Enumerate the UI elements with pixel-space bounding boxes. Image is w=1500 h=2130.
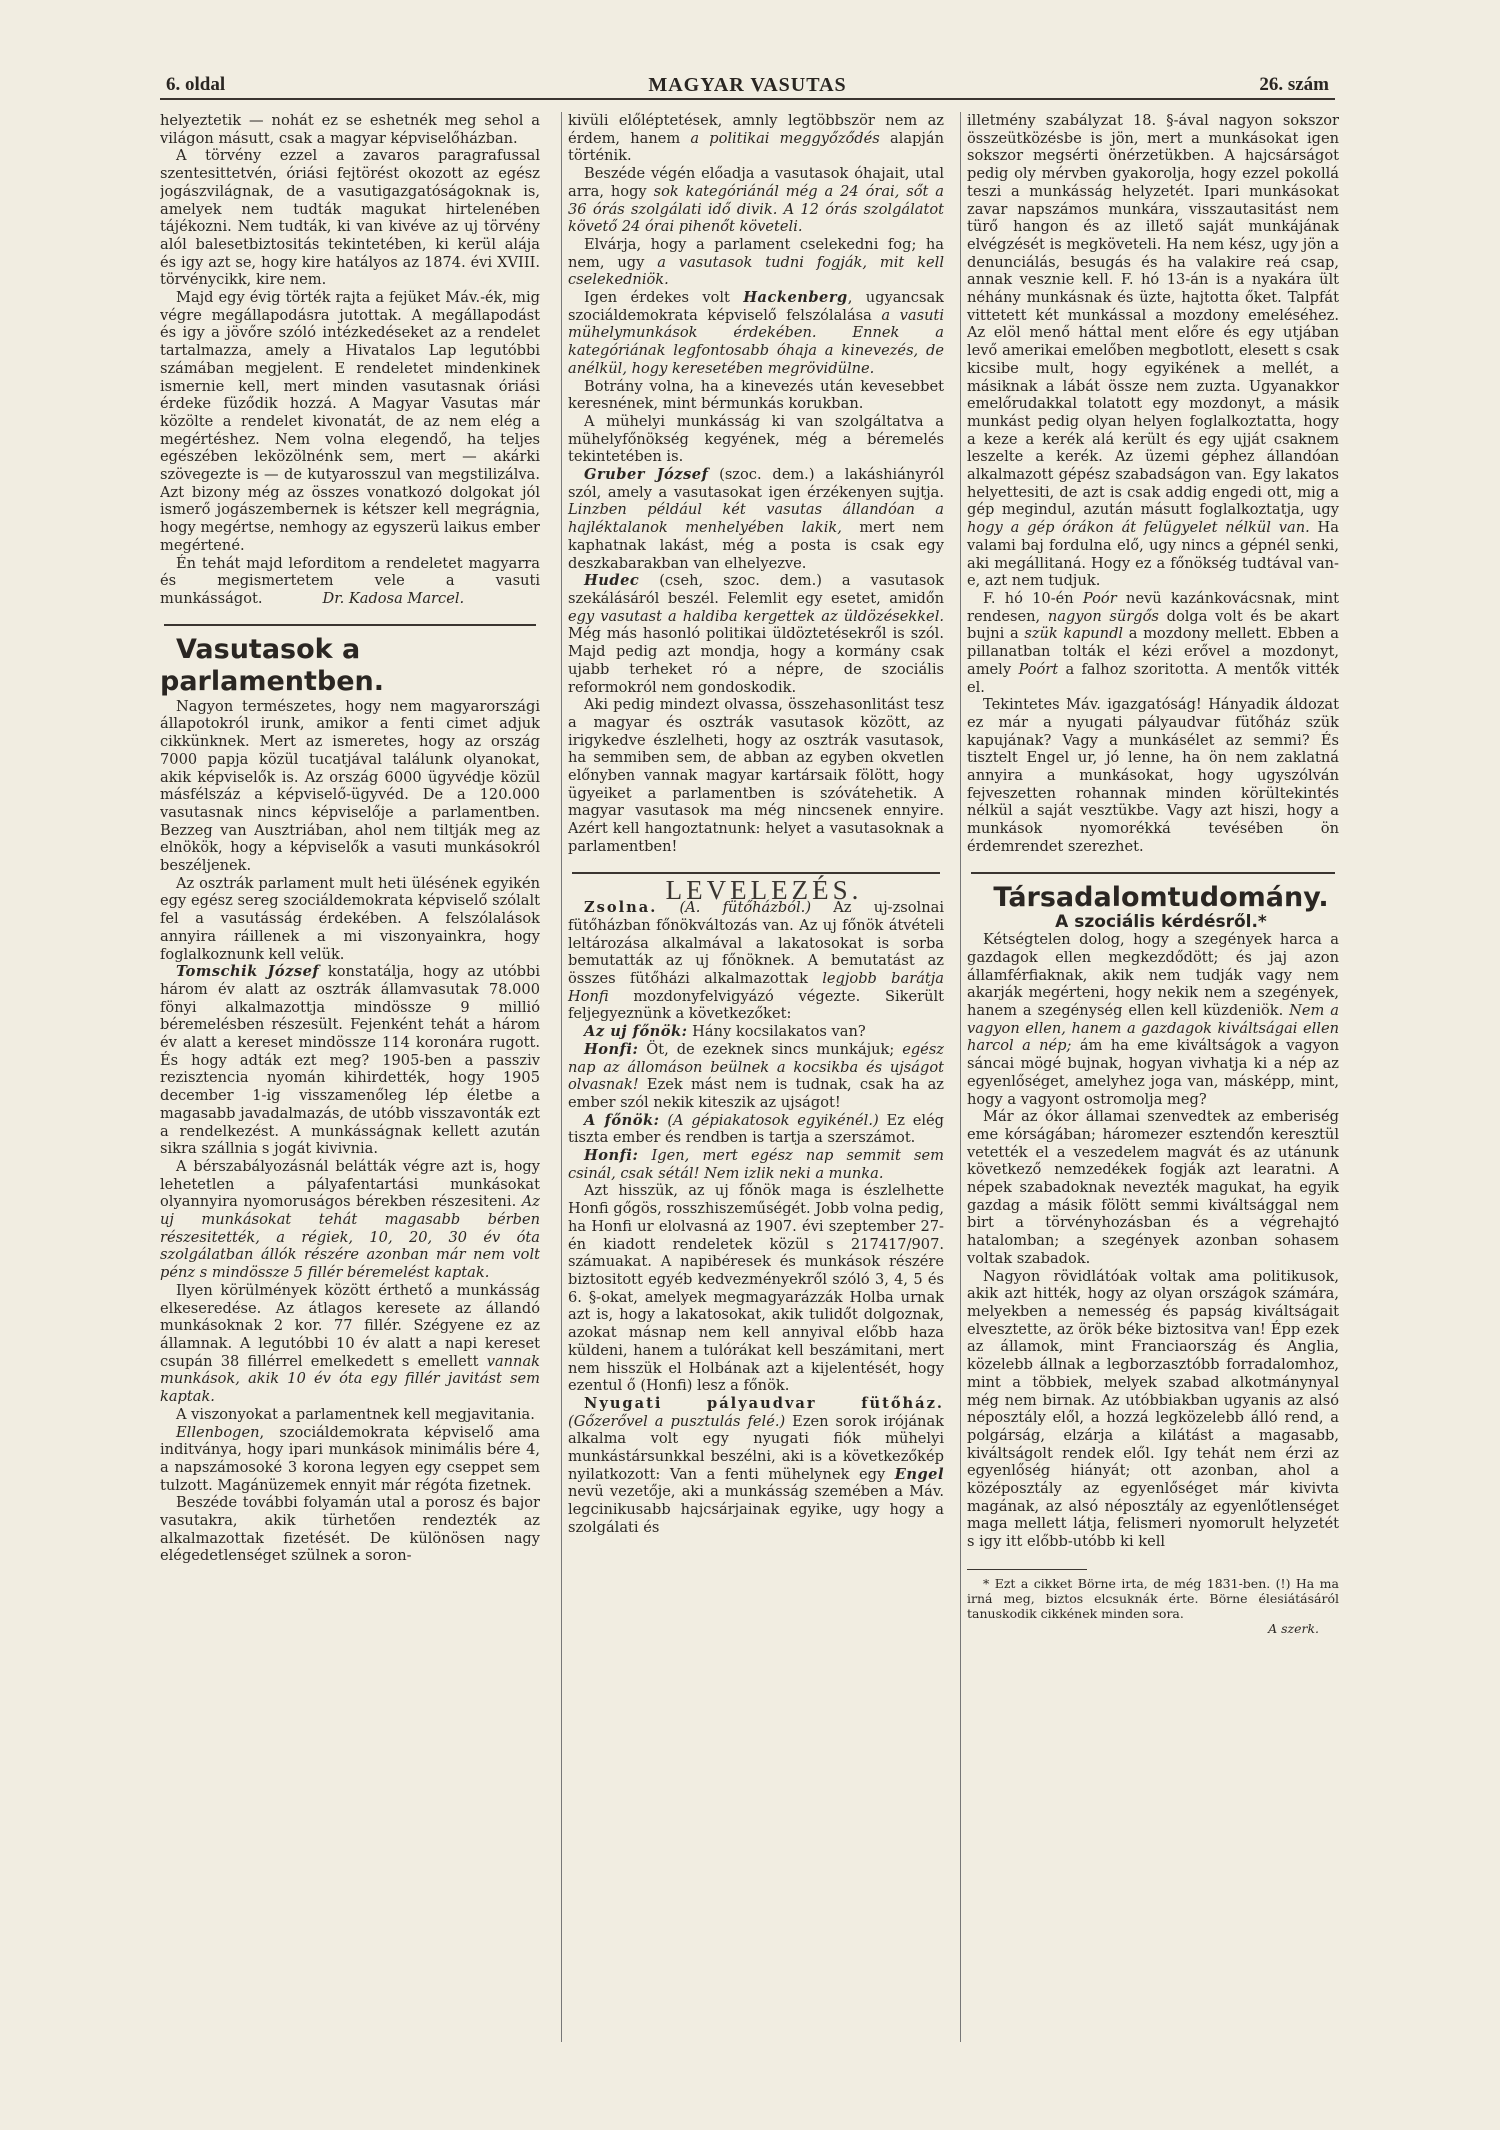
person-name: Hudec [584, 572, 640, 590]
page-header [160, 74, 1335, 100]
paragraph-text: Kétségtelen dolog, hogy a szegények harca a gazdagok ellen megkezdődött; és jaj azon államférfiaknak, akik nem tudják vagy nem akarják megérteni, hogy nekik nem a szegények, hanem a szegénység ellen kell küzdeniök. [967, 931, 1339, 1020]
paragraph-text: Az uj-zsolnai fütőházban főnökváltozás van. Az uj főnök átvételi leltározása alkalmával a lakatosokat is sorba bemutatták az uj főnöknek. A bemutatást az összes fütőházi alkalmazottak [568, 899, 944, 988]
paragraph-text: nevü kazánkovácsnak, mint rendesen, [967, 589, 1339, 625]
paragraph [967, 590, 1339, 696]
paragraph-text: , szociáldemokrata képviselő ama inditványa, hogy ipari munkások minimális bére 4, a napszámosoké 3 korona legyen egy cseppet sem tulzott. Magánüzemek ennyit már régóta fizetnek. [160, 1423, 540, 1494]
paragraph: Aki pedig mindezt olvassa, összehasonlitást tesz a magyar és osztrák vasutasok között, az irigykedve észlelheti, hogy az osztrák vasutasok, ha semmiben sem, de abban az egyben okvetlen előnyben vannak magyar kartársaik fölött, hogy ügyeiket a parlamentben is szóvátehetik. A magyar vasutasok ma még nincsenek ennyire. Azért kell hangoztatnunk: helyet a vasutasoknak a parlamentben! [568, 696, 944, 855]
paragraph [568, 899, 944, 1023]
paragraph [568, 572, 944, 696]
paragraph-text: alapján történik. [568, 129, 944, 165]
section-heading-correspondence: LEVELEZÉS. [665, 874, 863, 905]
paragraph [568, 165, 944, 236]
paragraph-text: nevü vezetője, aki a munkásság szemében a Máv. legcinikusabb hajcsárjainak egyike, ugy hogy a szolgálati és [568, 1483, 944, 1536]
paragraph-text: Ezen sorok irójának alkalma volt egy nyugati fiók mühelyi munkástársunkkal beszélni, aki is a következőkép nyilatkozott: Van a fenti mühelynek egy [568, 1412, 944, 1483]
paragraph: A mühelyi munkásság ki van szolgáltatva a mühelyfőnökség kegyének, még a béremelés tekintetében is. [568, 412, 944, 466]
paragraph-text: , ugyancsak szociáldemokrata képviselő felszólalása [568, 289, 944, 324]
paragraph: Botrány volna, ha a kinevezés után kevesebbet keresnének, mint bérmunkás korukban. [568, 377, 944, 413]
person-name: Poór [1082, 589, 1117, 607]
person-name: Poórt [1018, 660, 1059, 678]
paragraph-text: dolga volt és be akart bujni a [967, 607, 1339, 643]
emphasis-text: szük kapundl [1024, 625, 1124, 643]
speaker-label: A főnök: [584, 1111, 660, 1129]
page-number: 6. oldal [166, 74, 226, 95]
paragraph: Nagyon rövidlátóak voltak ama politikusok, akik azt hitték, hogy az olyan országok számára, melyekben a nemesség és papság kiváltságait elvesztette, az örök béke biztositva van! Épp ezek az államok, mint Franciaország és Anglia, közelebb állnak a legborzasztóbb forradalomhoz, mint a többiek, melyek szabad alkotmánynyal még nem birnak. Az utóbbiakban ugyanis az alsó néposztály elől, a hozzá legközelebb álló rend, a polgárság, elzárja a kilátást a magasabb, kiváltságolt rendek elől. Igy tehát nem érzi az egyenlőség hiányát; ott azonban, ahol a középosztály az egyenlőséget már kivivta magának, az alsó néposztály az egyenlőtlenséget maga mellett látja, felismeri nyomorult helyzetét s igy itt előbb-utóbb ki kell [967, 1267, 1339, 1551]
paragraph-text: konstatálja, hogy az utóbbi három év alatt az osztrák államvasutak 78.000 fönyi alkalmazottja mindössze 9 millió béremelésben részesült. Fejenként tehát a három év alatt a kereset mindössze 114 koronára rugott. És hogy adták ezt meg? 1905-ben a passziv rezisztencia nyomán kihirdették, hogy 1905 december 1-ig visszamenőleg lép életbe a magasabb javadalmazás, de utóbb visszavonták ezt a rendelkezést. A munkásságnak kellett azután sikra szállnia s jogát kivivnia. [160, 963, 540, 1158]
paragraph [967, 112, 1339, 590]
emphasis-text: nagyon sürgős [1047, 607, 1159, 625]
paragraph-text: Hány kocsilakatos van? [687, 1023, 866, 1041]
paragraph: A viszonyokat a parlamentnek kell megjavitania. [176, 1405, 535, 1423]
emphasis-text: hogy a gép órákon át felügyelet nélkül van. [967, 519, 1310, 537]
paragraph-text: a falhoz szoritotta. A mentők vitték el. [967, 660, 1339, 696]
paragraph-text: a mozdony mellett. Ebben a pillanatban tolták el kézi erővel a mozdonyt, amely [967, 625, 1339, 678]
paragraph: Nagyon természetes, hogy nem magyarországi állapotokról irunk, amikor a fenti cimet adjuk cikkünknek. Mert az ismeretes, hogy az ország 7000 papja közül tucatjával találunk olyanokat, akik képviselők is. Az ország 6000 ügyvédje közül másfélszáz a képviselő-ügyvéd. De a 120.000 vasutasnak nincs képviselője a parlamentben. Bezzeg van Ausztriában, ahol nem tiltják meg az elnökök, hogy a képviselők a vasuti munkásokról beszéljenek. [160, 697, 540, 875]
place-name: Nyugati pályaudvar fütőház. [584, 1394, 944, 1412]
paragraph [568, 1395, 944, 1537]
paragraph: helyeztetik — nohát ez se eshetnék meg sehol a világon másutt, csak a magyar képviselőházban. [160, 112, 540, 147]
emphasis-text: egy vasutast a haldiba kergettek az üldözésekkel. [568, 607, 944, 625]
emphasis-text: a vasuti mühelymunkások érdekében. Ennek a kategóriának legfontosabb óhaja a kinevezés, de anélkül, hogy keresetében megrövidülne. [568, 306, 944, 377]
paragraph: Az osztrák parlament mult heti ülésének egyikén egy egész sereg szociáldemokrata képviselő szólalt fel a vasutásság érdekében. A felszólalások annyira ráillenek a mi viszonyainkra, hogy foglalkoznunk kell velük. [160, 874, 540, 963]
paragraph [160, 1282, 540, 1406]
paragraph-text: mozdonyfelvigyázó végezte. Sikerült feljegyeznünk a következőket: [568, 987, 944, 1023]
paragraph: A törvény ezzel a zavaros paragrafussal szentesittetvén, óriási fejtörést okozott az egész jogászvilágnak, de a vasutigazgatóságoknak is, amelyek nem tudták magukat hirtelenében tájékozni. Nem tudták, ki van kivéve az uj törvény alól balesetbiztositás tekintetében, ki kerül alája és igy azt se, hogy kire hatályos az 1874. évi XVIII. törvénycikk, kire nem. [160, 147, 540, 289]
person-name: Engel [894, 1465, 944, 1483]
section-divider [971, 872, 1335, 874]
article-subheading: A szociális kérdésről.* [1055, 911, 1267, 932]
person-name: Tomschik József [176, 963, 320, 981]
paragraph [568, 236, 944, 289]
paragraph [160, 1424, 540, 1495]
paragraph-text: Én tehát majd leforditom a rendeletet magyarra és megismertetem vele a vasuti munkásságot. [160, 554, 540, 607]
paragraph: Beszéde további folyamán utal a porosz és bajor vasutakra, akik türhetően rendezték az alkalmazottak fizetését. De különösen nagy elégedetlenséget szülnek a soron- [160, 1494, 540, 1565]
newspaper-title: MAGYAR VASUTAS [648, 74, 847, 96]
issue-number: 26. szám [1259, 74, 1329, 95]
paragraph [568, 1041, 944, 1112]
paragraph [568, 289, 944, 378]
paragraph-text: F. hó 10-én [983, 589, 1083, 607]
source-note: (A gépiakatosok egyikénél.) [659, 1111, 879, 1129]
paragraph [568, 112, 944, 165]
paragraph-text: kivüli előléptetések, amnly legtöbbször nem az érdem, hanem [568, 112, 944, 147]
source-note: (Gőzerővel a pusztulás felé.) [568, 1412, 786, 1430]
emphasis-text: egész nap az állomáson beülnek a kocsikba és ujságot olvasnak! [568, 1040, 944, 1094]
article-heading-parliament: Vasutasok a parlamentben. [160, 633, 385, 697]
paragraph-text: (cseh, szoc. dem.) a vasutasok szekálásáról beszél. Felemlit egy esetet, amidőn [568, 572, 944, 607]
column-1 [160, 112, 540, 2042]
column-2 [561, 112, 944, 2042]
source-note: (A. fütőházból.) [657, 899, 812, 917]
paragraph: Tekintetes Máv. igazgatóság! Hányadik áldozat ez már a nyugati pályaudvar fütőház szük kapujának? Vagy a munkásélet az semmi? És tisztelt Engel ur, jó lenne, ha ön nem zaklatná annyira a munkásokat, hogy ugyszólván fejveszetten rohannak minden körültekintés nélkül a saját vesztükbe. Vagy azt hiszi, hogy a munkások nyomorékká tevésében ön érdemrendet szerezhet. [967, 696, 1339, 855]
paragraph-text: Öt, de ezeknek sincs munkájuk; [638, 1040, 903, 1058]
paragraph-text: illetmény szabályzat 18. §-ával nagyon sokszor összeütközésbe is jön, mert a munkásokat igen sokszor megsérti önérzetükben. A hajcsárságot pedig oly mérvben gyakorolja, hogy ezzel pokollá teszi a munkásság helyzetét. Ipari munkásokat zavar napszámos munkára, visszautasitást nem türő hangon és az illető saját munkájának elvégzését is megköveteli. Ha nem kész, ugy jön a denunciálás, besugás és ha valakire reá csap, annak vesznie kell. F. hó 13-án is a nyakára ült néhány munkásnak és üzte, hajtotta őket. Talpfát vittetett két munkással a mozdony emeléséhez. Az elöl menő háttal ment előre és egy utjában levő amerikai emelőben megbotlott, elesett s csak kicsibe mult, hogy egyikének a mellét, a másiknak a lábát össze nem zuzta. Ugyanakkor emelőrudakkal tolatott egy mozdonyt, a másik munkást pedig olyan helyen foglalkoztatta, hogy a keze a kerék alá került és egy ujját csaknem leszelte a kerék. Az üzemi géphez állandóan alkalmazott gépész szabadságon van. Egy lakatos helyettesiti, de azt is csak addig engedi ott, mig a gép megindul, azután másutt foglalkoztatja, ugy [967, 112, 1339, 519]
section-divider [572, 872, 940, 874]
emphasis-text: Linzben például két vasutas állandóan a hajléktalanok menhelyében lakik, [568, 501, 944, 537]
paragraph-text: Igen érdekes volt [584, 289, 744, 307]
paragraph: Azt hisszük, az uj főnök maga is észlelhette Honfi gőgös, rosszhiszeműségét. Jobb volna pedig, ha Honfi ur elolvasná az 1907. évi szeptember 27-én kiadott rendeletek közül s 217417/907. számuakat. A napibéresek és munkások részére biztositott egyéb kedvezményekről szóló 3, 4, 5 és 6. §-okat, amelyek megmagyarázzák Holba urnak azt is, hogy a lakatosokat, akik tulidőt dolgoznak, azokat másnap nem kell annyival előbb haza küldeni, hanem a tulórákat kell beszámitani, mert nem hisszük el Holbának azt a kijelentését, hogy ezentul ő (Honfi) lesz a főnök. [568, 1182, 944, 1395]
person-name: Gruber József [584, 466, 709, 484]
emphasis-text: a vasutasok tudni fogják, mit kell cselekedniök. [568, 253, 944, 289]
emphasis-text: a politikai meggyőződés [690, 129, 880, 147]
person-name: Ellenbogen [176, 1423, 260, 1441]
place-name: Zsolna. [584, 899, 658, 917]
paragraph: Már az ókor államai szenvedtek az emberiség eme kórságában; háromezer esztendőn keresztül vetették el a veszedelem magvát és az utánunk következő nemzedékek fogják azt learatni. A népek szabadoknak nevezték magukat, ha egyik gazdag a másik fölött semmi kiváltsággal nem birt a törvényhozásban és a végrehajtó hatalomban; a szegények azonban sohasem voltak szabadok. [967, 1108, 1339, 1267]
paragraph-text: Ezek mást nem is tudnak, csak ha az ember szól nekik kiteszik az ujságot! [568, 1076, 944, 1111]
paragraph [160, 1158, 540, 1282]
footnote: * Ezt a cikket Börne irta, de még 1831-ben. (!) Ha ma irná meg, biztos elcsuknák érte. Börne élesiátásáról tanuskodik cikkének minden sora. [967, 1575, 1339, 1621]
paragraph [568, 1023, 944, 1041]
section-divider [164, 624, 536, 626]
speaker-label: Az uj főnök: [584, 1023, 688, 1041]
emphasis-text: Nem a vagyon ellen, hanem a gazdagok kiváltságai ellen harcol a nép; [967, 1002, 1339, 1055]
paragraph-text: Elvárja, hogy a parlament cselekedni fog; ha nem, ugy [568, 235, 944, 271]
person-name: Hackenberg [743, 289, 848, 307]
paragraph-text: mert nem kaphatnak lakást, még a posta is csak egy deszkabarakban van elhelyezve. [568, 519, 944, 572]
paragraph-text: A bérszabályozásnál belátták végre azt is, hogy lehetetlen a pályafentartási munkásokat olyannyira nyomoruságos bérekben részesiteni. [160, 1157, 540, 1211]
section-heading-sociology: Társadalomtudomány. [993, 881, 1329, 913]
paragraph-text: Ez elég tiszta ember és rendben is tartja a szerszámot. [568, 1111, 944, 1147]
paragraph-text: Ha valami baj fordulna elő, ugy nincs a gépnél senki, aki megállitaná. Hogy ez a főnökség tudtával van-e, azt nem tudjuk. [967, 519, 1339, 590]
paragraph [568, 466, 944, 572]
paragraph: Majd egy évig törték rajta a fejüket Máv.-ék, mig végre megállapodásra jutottak. A megállapodást és igy a jövőre szóló intézkedéseket az a rendelet tartalmazza, amely a Hivatalos Lap legutóbbi számában megjelent. E rendeletet mindenkinek ismernie kell, mert minden vasutasnak óriási érdeke füződik hozzá. A Magyar Vasutas már közölte a rendelet kivonatát, de az nem elég a megértéshez. Nem volna elegendő, ha teljes egészében leközölnénk sem, mert — akárki szövegezte is — de kutyarosszul van megstilizálva. Azt bizony még az összes vonatkozó dolgokat jól ismerő jogászembernek is kétszer kell megrágnia, hogy megértse, nemhogy az egyszerü laikus ember megértené. [160, 289, 540, 554]
emphasis-text: Igen, mert egész nap semmit sem csinál, csak sétál! Nem izlik neki a munka. [568, 1147, 944, 1182]
column-3 [960, 112, 1339, 2042]
speaker-label: Honfi: [584, 1147, 639, 1165]
emphasis-text: Az uj munkásokat tehát magasabb bérben részesitették, a régiek, 10, 20, 30 év óta szolgálatban állók részére azonban már nem volt pénz s mindössze 5 fillér béremelést kaptak. [160, 1193, 540, 1282]
paragraph [568, 1112, 944, 1147]
paragraph-text: Beszéde végén előadja a vasutasok óhajait, utal arra, hogy [568, 165, 944, 200]
footnote-rule [967, 1569, 1087, 1570]
paragraph-text: Még más hasonló politikai üldöztetésekről is szól. Majd pedig azt mondja, hogy a kormány csak ujabb terheket ró a népre, de szociális reformokról nem gondoskodik. [568, 625, 944, 696]
paragraph [568, 1147, 944, 1182]
paragraph [967, 931, 1339, 1108]
footnote-signature: A szerk. [1268, 1620, 1319, 1636]
paragraph [160, 555, 540, 608]
emphasis-text: legjobb barátja Honfi [568, 970, 944, 1005]
paragraph-text: Ilyen körülmények között érthető a munkásság elkeseredése. Az átlagos keresete az állandó munkásoknak 2 kor. 77 fillér. Szégyene ez az államnak. A legutóbbi 10 év alatt a napi kereset csupán 38 fillérrel emelkedett s emellett [160, 1281, 540, 1370]
author-signature: Dr. Kadosa Marcel. [322, 589, 465, 607]
emphasis-text: sok kategóriánál még a 24 órai, sőt a 36 órás szolgálati idő divik. A 12 órás szolgálatot követő 24 órai pihenőt követeli. [568, 182, 944, 236]
paragraph [160, 963, 540, 1158]
paragraph-text: ám ha eme kiváltságok a vagyon sáncai mögé bujnak, hogyan vivhatja ki a nép az egyenlőséget, amelyhez joga van, másképp, mint, hogy a vagyont ostromolja meg? [967, 1037, 1339, 1108]
emphasis-text: vannak munkások, akik 10 év óta egy fillér javitást sem kaptak. [160, 1352, 540, 1406]
speaker-label: Honfi: [584, 1040, 639, 1058]
paragraph-text: (szoc. dem.) a lakáshiányról szól, amely a vasutasokat igen érzékenyen sujtja. [568, 466, 944, 501]
